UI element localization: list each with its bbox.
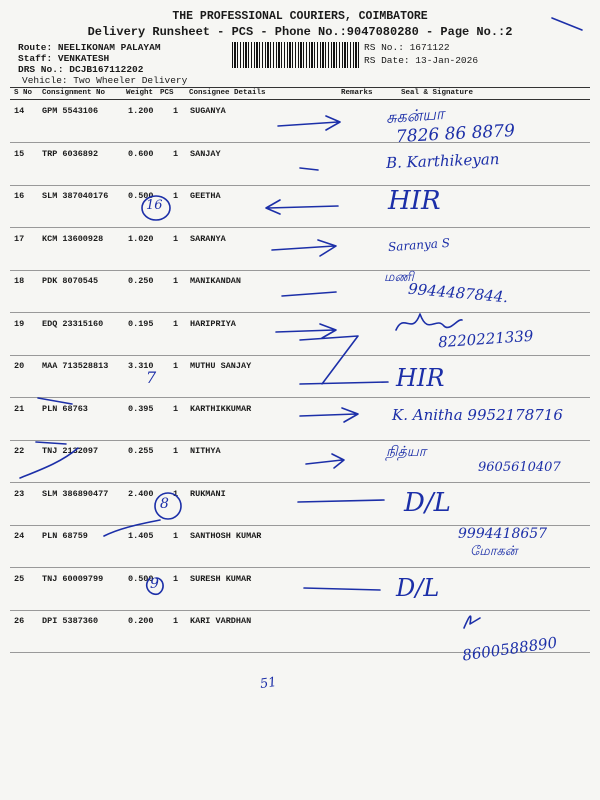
consignee-name: GEETHA: [190, 191, 221, 201]
pcs-count: 1: [173, 488, 179, 499]
mark-row23: 8: [160, 496, 169, 512]
consignment-number: GPM 5543106: [42, 106, 99, 116]
consignment-number: MAA 713528813: [42, 361, 109, 371]
signature-row19-scribble: [396, 314, 462, 330]
staff-label: Staff: VENKATESH: [18, 53, 110, 64]
rs-number: RS No.: 1671122: [364, 42, 450, 53]
remark-row23: D/L: [404, 488, 451, 518]
arrow-row22: [306, 454, 344, 468]
arrow-row19: [276, 324, 336, 338]
row-serial: 22: [14, 446, 25, 456]
arrow-row16: [266, 200, 338, 214]
arrow-row17: [272, 240, 336, 256]
bottom-mark: 51: [259, 674, 278, 693]
weight-value: 0.500: [128, 573, 154, 584]
consignee-name: KARTHIKKUMAR: [190, 403, 252, 414]
strike-row24: [104, 520, 160, 536]
weight-value: 0.200: [128, 616, 154, 626]
arrow-row21: [300, 408, 358, 422]
col-seal-signature: Seal & Signature: [401, 89, 474, 97]
consignment-number: SLM 386890477: [42, 488, 109, 499]
col-weight: Weight: [126, 89, 154, 97]
weight-value: 0.395: [128, 403, 154, 414]
consignee-name: SURESH KUMAR: [190, 573, 252, 584]
pcs-count: 1: [173, 616, 179, 626]
company-title: THE PROFESSIONAL COURIERS, COIMBATORE: [172, 10, 428, 23]
pcs-count: 1: [173, 361, 179, 371]
pcs-count: 1: [173, 148, 179, 159]
phone-row14: 7826 86 8879: [395, 120, 516, 148]
arrow-row20: [300, 336, 388, 384]
mark-row25: 9: [150, 576, 159, 592]
rs-date: RS Date: 13-Jan-2026: [364, 55, 479, 66]
phone-row18: 9944487844.: [407, 279, 509, 307]
remark-row16: HIR: [388, 186, 441, 216]
col-consignment: Consignment No: [42, 89, 106, 97]
consignment-number: KCM 13600928: [42, 233, 104, 244]
consignee-name: RUKMANI: [190, 488, 226, 499]
arrow-row25: [304, 588, 380, 590]
pcs-count: 1: [173, 318, 179, 329]
consignment-number: PLN 68763: [42, 403, 88, 414]
weight-value: 1.020: [128, 233, 154, 244]
consignment-number: DPI 5387360: [42, 616, 99, 626]
mark-row16: 16: [146, 198, 163, 213]
signature-row26-scribble: [464, 616, 480, 628]
arrow-row14: [278, 116, 340, 130]
consignment-number: EDQ 23315160: [42, 318, 104, 329]
drs-label: DRS No.: DCJB167112202: [18, 64, 144, 75]
signature-row18: மணி: [384, 270, 414, 285]
pcs-count: 1: [173, 233, 179, 244]
pcs-count: 1: [173, 531, 179, 541]
consignee-name: SARANYA: [190, 233, 226, 244]
consignment-number: TNJ 2132097: [42, 446, 99, 456]
phone-row24: 9994418657: [458, 526, 548, 542]
row-serial: 16: [14, 191, 25, 201]
col-pcs: PCS: [160, 89, 174, 97]
consignee-name: NITHYA: [190, 446, 221, 456]
consignment-number: TNJ 60009799: [42, 573, 104, 584]
phone-row26: 8600588890: [461, 633, 559, 665]
pcs-count: 1: [173, 446, 179, 456]
weight-value: 0.195: [128, 318, 154, 329]
signature-row17: Saranya S: [387, 235, 451, 255]
consignee-name: SANTHOSH KUMAR: [190, 531, 262, 541]
remark-row20: HIR: [396, 364, 445, 392]
signature-row15: B. Karthikeyan: [385, 150, 500, 172]
signature-row24: மோகன்: [470, 544, 518, 559]
weight-value: 0.600: [128, 148, 154, 159]
row-serial: 14: [14, 106, 25, 116]
consignee-name: SUGANYA: [190, 106, 226, 116]
row-serial: 20: [14, 361, 25, 371]
slash-row22: [36, 442, 66, 444]
remark-row25: D/L: [396, 574, 440, 602]
consignment-number: SLM 387040176: [42, 191, 109, 201]
weight-value: 0.255: [128, 446, 154, 456]
row-serial: 18: [14, 276, 25, 286]
consignee-name: SANJAY: [190, 148, 221, 159]
row-serial: 26: [14, 616, 25, 626]
mark-row20: 7: [146, 368, 157, 387]
tick-row22: [20, 448, 78, 478]
slash-row21: [38, 398, 72, 404]
consignee-name: KARI VARDHAN: [190, 616, 252, 626]
signature-row21: K. Anitha 9952178716: [392, 406, 563, 424]
consignment-number: PDK 8070545: [42, 276, 99, 286]
weight-value: 3.310: [128, 361, 154, 371]
weight-value: 0.500: [128, 191, 154, 201]
consignee-name: MUTHU SANJAY: [190, 361, 252, 371]
row-serial: 25: [14, 573, 25, 584]
col-remarks: Remarks: [341, 89, 373, 97]
consignee-name: HARIPRIYA: [190, 318, 236, 329]
arrow-row18: [282, 292, 336, 296]
row-serial: 21: [14, 403, 25, 414]
phone-row22: 9605610407: [478, 460, 561, 475]
arrow-row15: [300, 168, 318, 170]
weight-value: 1.200: [128, 106, 154, 116]
signature-row14: சுகன்யா: [385, 103, 445, 128]
consignment-number: PLN 68759: [42, 531, 88, 541]
weight-value: 1.405: [128, 531, 154, 541]
pcs-count: 1: [173, 191, 179, 201]
row-serial: 23: [14, 488, 25, 499]
vehicle-label: Vehicle: Two Wheeler Delivery: [22, 75, 188, 86]
arrow-row23: [298, 500, 384, 502]
phone-row19: 8220221339: [437, 326, 534, 352]
corner-mark: [552, 18, 582, 30]
row-serial: 15: [14, 148, 25, 159]
col-sno: S No: [14, 89, 33, 97]
consignment-number: TRP 6036892: [42, 148, 99, 159]
consignee-name: MANIKANDAN: [190, 276, 242, 286]
pcs-count: 1: [173, 106, 179, 116]
weight-value: 2.400: [128, 488, 154, 499]
pcs-count: 1: [173, 276, 179, 286]
signature-row22: நித்யா: [386, 444, 427, 460]
row-serial: 19: [14, 318, 25, 329]
route-label: Route: NEELIKONAM PALAYAM: [18, 42, 161, 53]
runsheet-title: Delivery Runsheet - PCS - Phone No.:9047080280 - Page No.:2: [87, 25, 513, 39]
col-consignee: Consignee Details: [189, 89, 266, 97]
row-serial: 24: [14, 531, 25, 541]
pcs-count: 1: [173, 403, 179, 414]
row-serial: 17: [14, 233, 25, 244]
weight-value: 0.250: [128, 276, 154, 286]
pcs-count: 1: [173, 573, 179, 584]
